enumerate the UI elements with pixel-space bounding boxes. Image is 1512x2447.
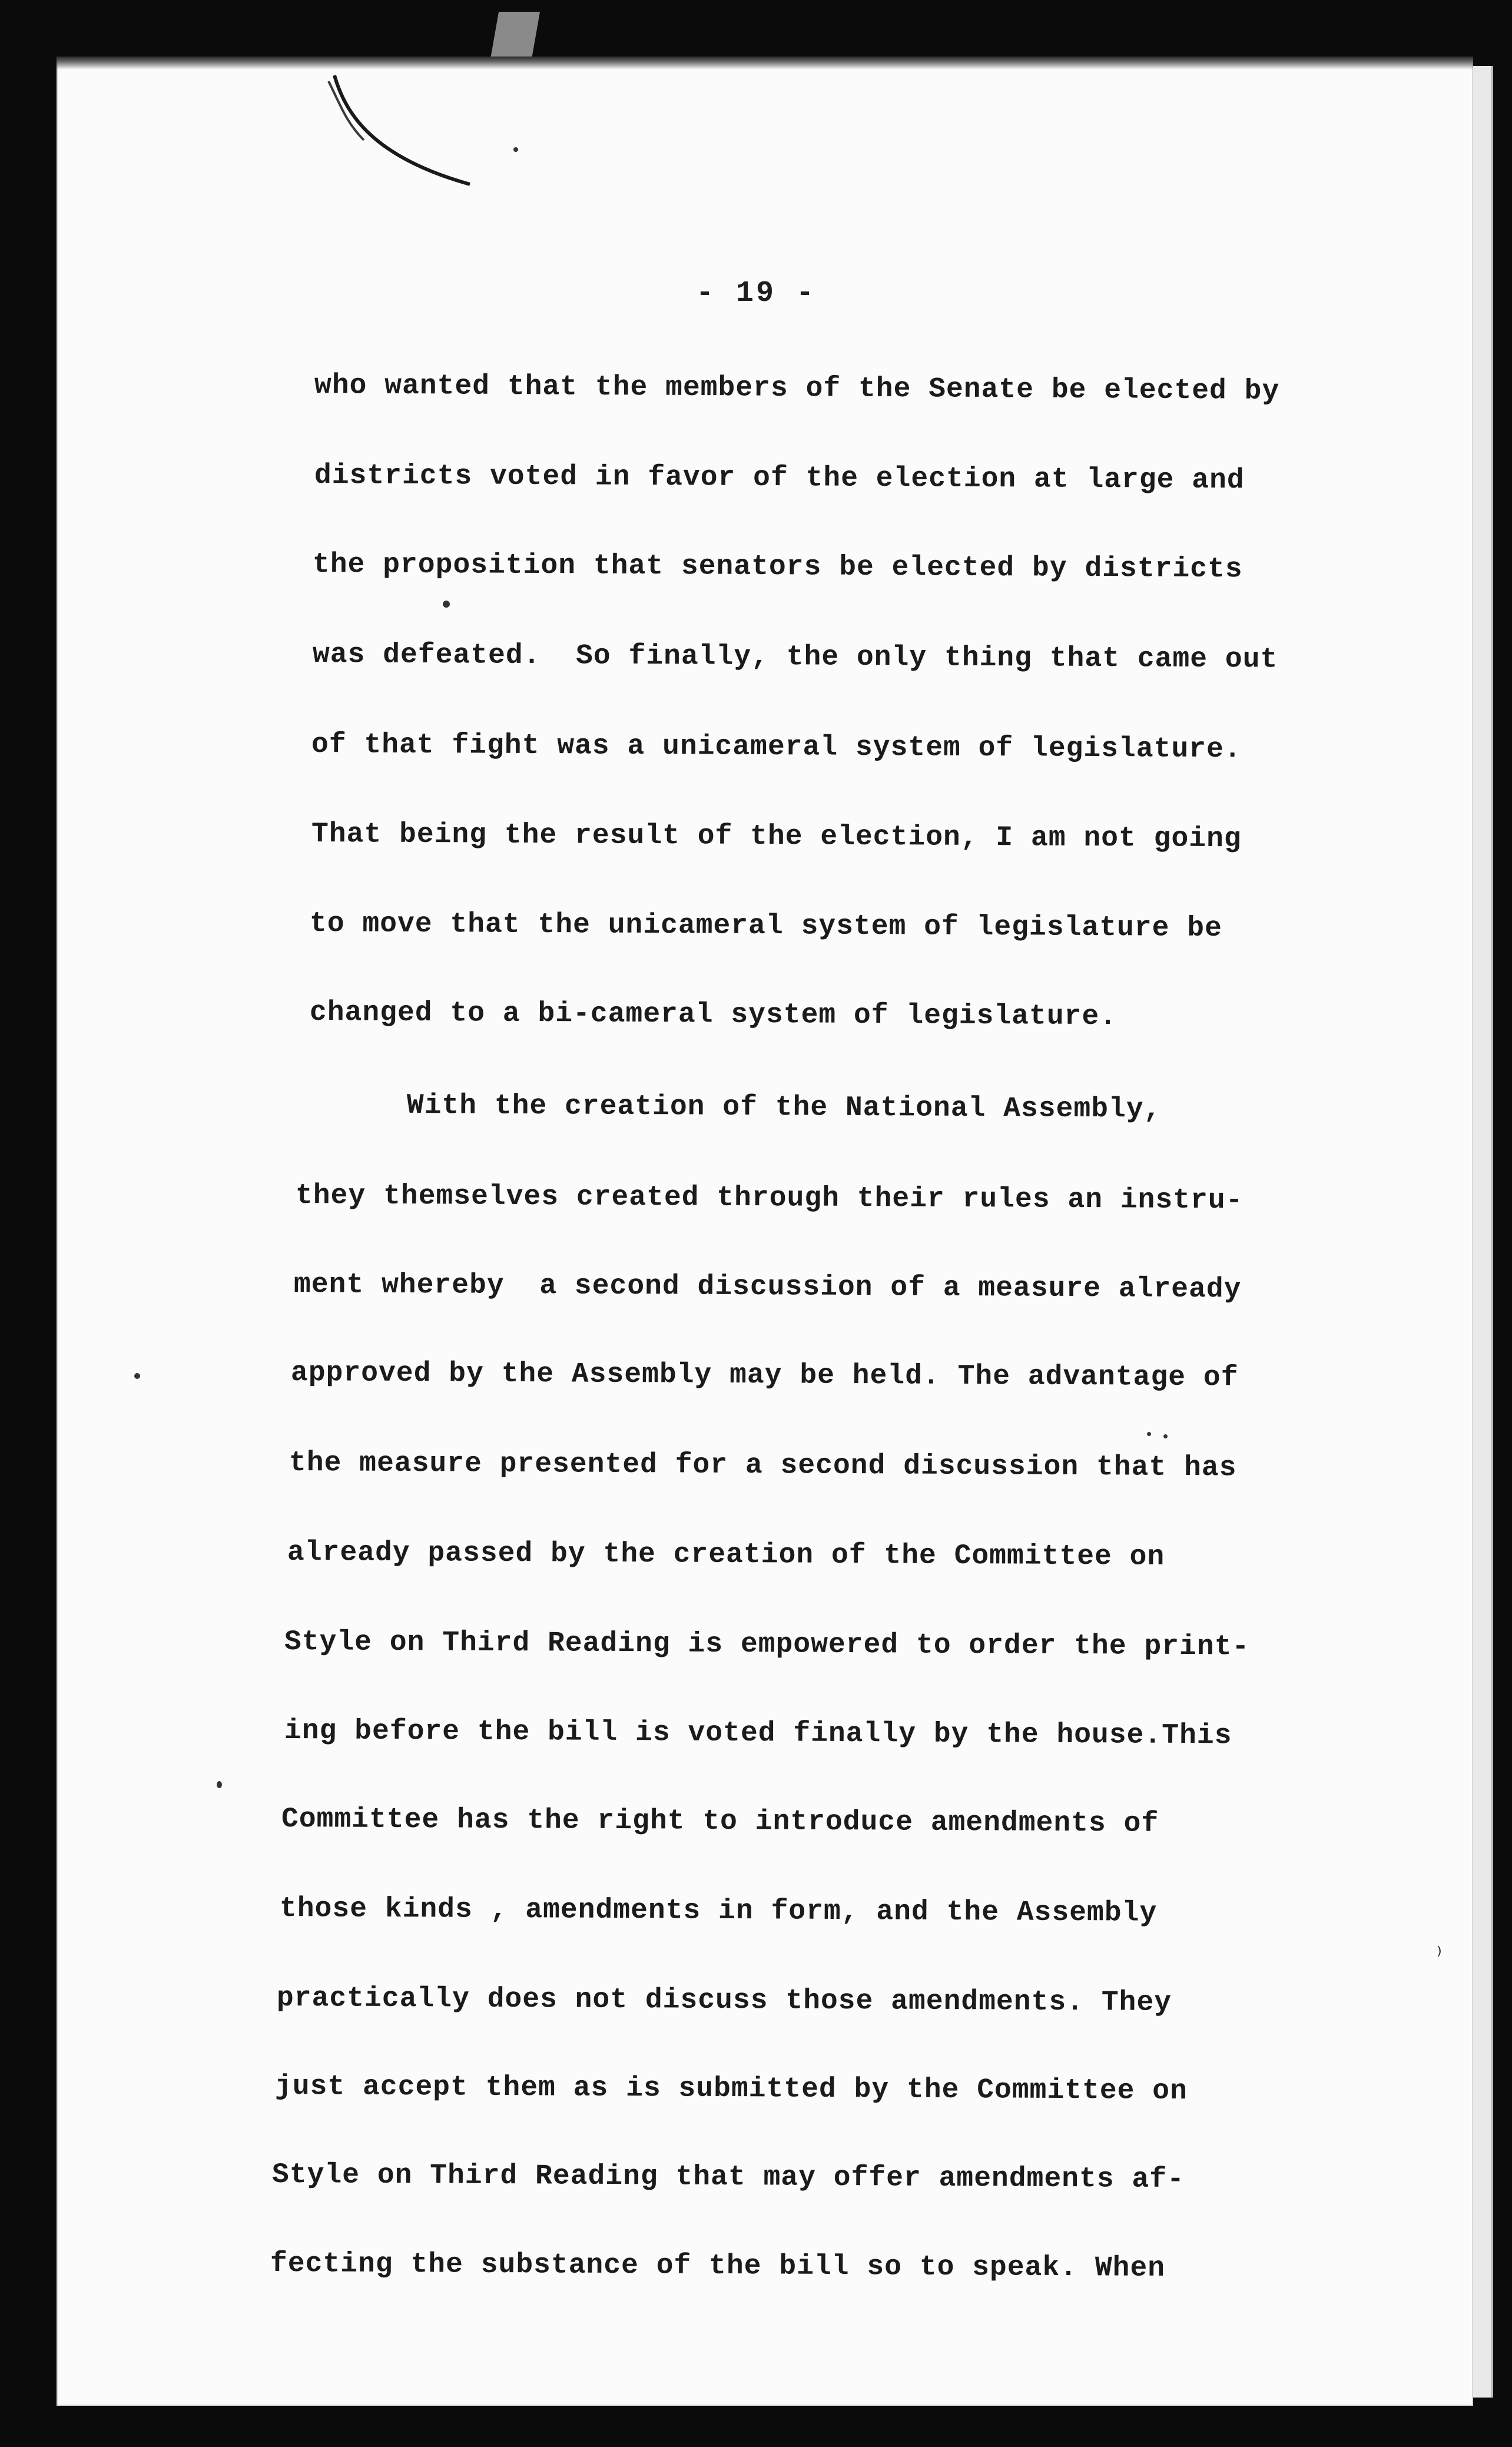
body-line: With the creation of the National Assembly, [301, 1089, 1162, 1126]
body-line: districts voted in favor of the election at large and [314, 460, 1245, 497]
body-line: approved by the Assembly may be held. The advantage of [290, 1357, 1239, 1394]
corner-curl-mark [323, 69, 499, 187]
body-line: to move that the unicameral system of legislature be [309, 908, 1222, 945]
body-line: of that fight was a unicameral system of legislature. [311, 729, 1242, 766]
top-edge-shadow [57, 57, 1473, 69]
body-line: was defeated. So finally, the only thing that came out [312, 639, 1278, 676]
body-line: who wanted that the members of the Senate be elected by [314, 370, 1280, 408]
paper-clip-tab [490, 12, 540, 59]
body-line: fecting the substance of the bill so to speak. When [270, 2248, 1166, 2284]
ink-speck [1147, 1432, 1151, 1436]
body-line: just accept them as is submitted by the Committee on [274, 2071, 1188, 2108]
body-line: they themselves created through their rules an instru- [295, 1180, 1244, 1217]
ink-speck [1163, 1434, 1168, 1438]
document-sheet [57, 57, 1473, 2406]
page-number: - 19 - [695, 277, 817, 310]
body-line: the proposition that senators be elected by districts [312, 549, 1243, 586]
body-line: ing before the bill is voted finally by the house.This [284, 1715, 1232, 1752]
ink-speck [513, 147, 518, 152]
margin-mark: ⁾ [1437, 1943, 1442, 1967]
body-line: the measure presented for a second discussion that has [289, 1447, 1237, 1484]
body-line: those kinds , amendments in form, and the Assembly [279, 1893, 1158, 1929]
body-line: changed to a bi-cameral system of legislature. [309, 997, 1118, 1033]
ink-speck [134, 1373, 140, 1379]
ink-speck [443, 601, 450, 608]
body-line: already passed by the creation of the Committee on [287, 1537, 1165, 1573]
ink-speck [217, 1781, 222, 1788]
body-line: Style on Third Reading that may offer amendments af- [271, 2159, 1185, 2196]
body-line: Style on Third Reading is empowered to order the print- [284, 1626, 1250, 1663]
body-line: ment whereby a second discussion of a measure already [293, 1269, 1242, 1306]
body-line: That being the result of the election, I am not going [311, 818, 1242, 856]
body-line: practically does not discuss those amendments. They [276, 1982, 1172, 2019]
body-line: Committee has the right to introduce amendments of [281, 1803, 1159, 1840]
